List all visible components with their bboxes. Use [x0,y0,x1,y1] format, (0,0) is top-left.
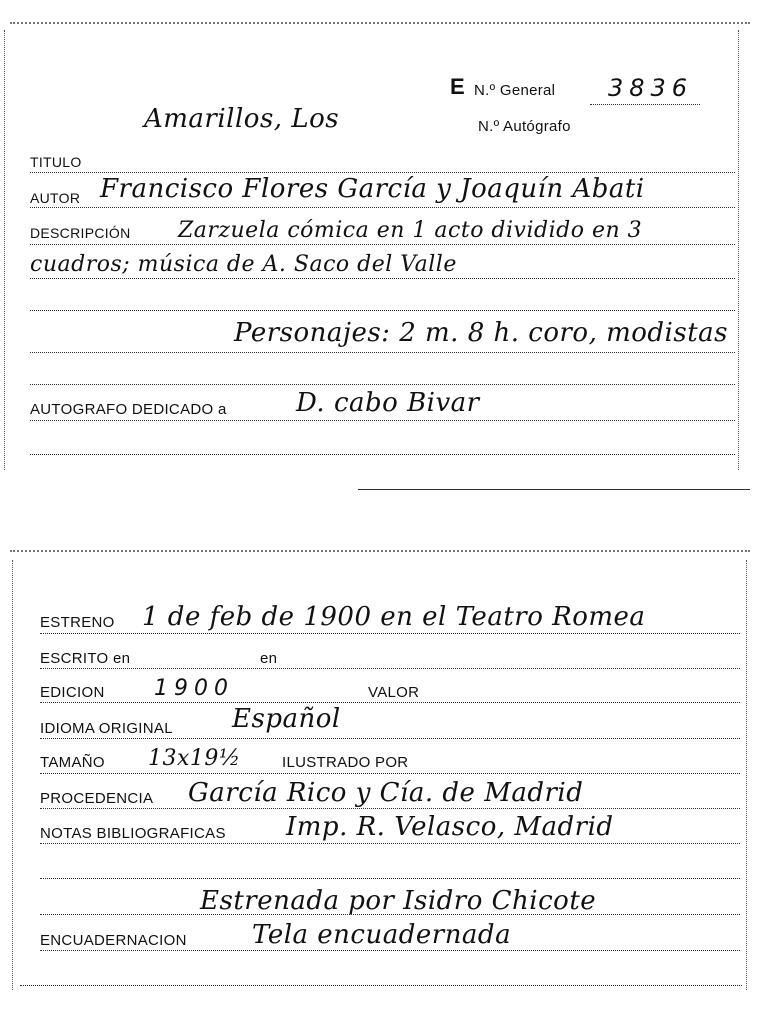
autor-line [30,207,735,208]
blank-line [30,310,735,311]
escrito-label: ESCRITO en [40,650,131,667]
idioma-label: IDIOMA ORIGINAL [40,720,173,737]
encuadernacion-line [40,950,740,951]
autor-label: AUTOR [30,190,81,206]
estreno-label: ESTRENO [40,614,115,631]
estreno-line [40,633,740,634]
estrenada-line [40,914,740,915]
title-handwritten: Amarillos, Los [144,104,340,134]
dedicado-label: AUTOGRAFO DEDICADO a [30,401,227,418]
general-number-value: 3836 [608,74,694,102]
autograph-number-label: N.º Autógrafo [478,118,571,135]
notas-value: Imp. R. Velasco, Madrid [286,812,614,842]
edicion-label: EDICION [40,684,105,701]
procedencia-line [40,808,740,809]
blank-line-3 [30,454,735,455]
bottom-card-left-border [12,560,13,990]
valor-label: VALOR [368,684,420,701]
top-card-right-border [738,30,739,470]
autor-value: Francisco Flores García y Joaquín Abati [100,174,645,204]
encuadernacion-label: ENCUADERNACION [40,932,187,949]
tamano-line [40,773,740,774]
dedicado-line [30,420,735,421]
procedencia-value: García Rico y Cía. de Madrid [188,778,584,808]
personajes-line [30,352,735,353]
blank-line-4 [40,878,740,879]
estrenada-value: Estrenada por Isidro Chicote [200,886,597,916]
escrito-line [40,668,740,669]
titulo-label: TITULO [30,154,82,170]
encuadernacion-value: Tela encuadernada [252,920,512,950]
estreno-value: 1 de feb de 1900 en el Teatro Romea [142,602,646,632]
ilustrado-label: ILUSTRADO POR [282,754,409,771]
bottom-solid-line [358,489,750,490]
idioma-line [40,738,740,739]
descripcion-label: DESCRIPCIÓN [30,225,131,241]
bottom-card-edge [10,550,750,552]
procedencia-label: PROCEDENCIA [40,790,154,807]
tamano-value: 13x19½ [148,746,241,771]
notas-label: NOTAS BIBLIOGRAFICAS [40,825,226,842]
personajes-value: Personajes: 2 m. 8 h. coro, modistas [234,318,728,348]
blank-line-2 [30,384,735,385]
general-number-label: N.º General [474,82,556,99]
idioma-value: Español [232,704,341,734]
edicion-line [40,702,740,703]
descripcion-line2: cuadros; música de A. Saco del Valle [30,252,457,277]
dedicado-value: D. cabo Bivar [296,388,480,418]
bottom-card-right-border [746,560,747,990]
top-card-edge [10,22,750,24]
general-number-line [590,104,700,105]
notas-line [40,843,740,844]
edicion-value: 1900 [154,676,234,701]
descripcion-line-2 [30,278,735,279]
letter-mark: E [450,74,465,99]
top-card-left-border [4,30,5,470]
tamano-label: TAMAÑO [40,754,105,771]
escrito-en-label: en [260,650,278,667]
descripcion-line [30,244,735,245]
titulo-line [30,172,735,173]
bottom-line [20,985,742,986]
descripcion-line1: Zarzuela cómica en 1 acto dividido en 3 [178,218,643,243]
